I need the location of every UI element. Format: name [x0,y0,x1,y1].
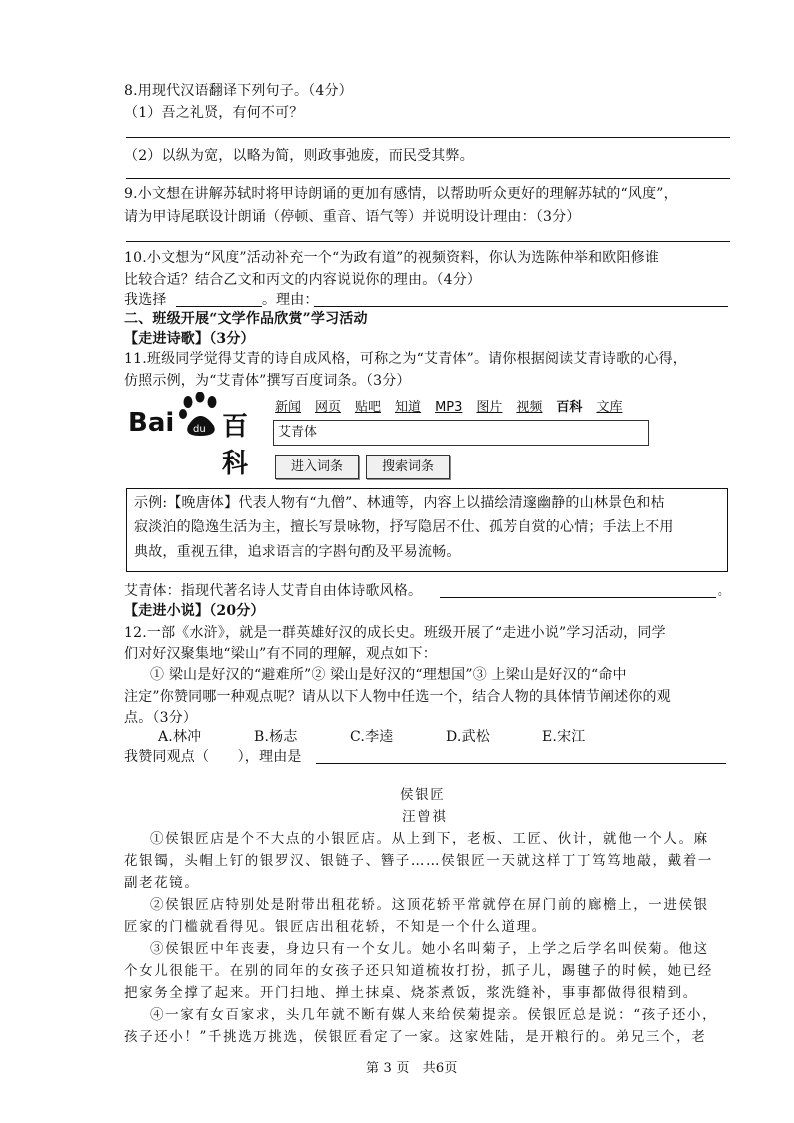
nav-wenku[interactable]: 文库 [596,400,623,415]
q12-agree-label: 我赞同观点（ ），理由是 [124,749,302,765]
nav-web[interactable]: 网页 [315,400,342,415]
essay-p1-line-2: 花银镯，头帽上钉的银罗汉、银链子、簪子……侯银匠一天就这样丁丁笃笃地敲，戴着一 [124,853,713,869]
example-line-2: 寂淡泊的隐逸生活为主，擅长写景咏物，抒写隐居不仕、孤芳自赏的心情；手法上不用 [134,519,674,535]
option-d: D.武松 [446,729,490,745]
nav-images[interactable]: 图片 [476,400,503,415]
nav-baike[interactable]: 百科 [556,400,583,415]
blank-line [314,306,728,307]
logo-text-bai: Bai [128,408,175,438]
essay-p2-line-2: 匠家的门槛就看得见。银匠店出租花轿，不知是一个什么道理。 [124,919,547,935]
q9-line-2: 请为甲诗尾联设计朗诵（停顿、重音、语气等）并说明设计理由：（3分） [124,209,581,225]
option-a: A.林冲 [158,729,202,745]
option-c: C.李逵 [350,729,394,745]
logo-text-baike: 百科 [222,412,249,479]
section-heading: 二、班级开展“文学作品欣赏”学习活动 [124,311,368,327]
essay-p4-line-1: ④一家有女百家求，头几年就不断有媒人来给侯菊提亲。侯银匠总是说：“孩子还小， [150,1007,718,1023]
q10-choose-label: 我选择 [124,292,167,308]
page-footer: 第 3 页 共6页 [366,1061,458,1076]
nav-video[interactable]: 视频 [516,400,543,415]
q12-line-3: ① 梁山是好汉的“避难所”② 梁山是好汉的“理想国”③ 上梁山是好汉的“命中 [150,667,627,683]
example-line-1: 示例:【晚唐体】代表人物有“九僧”、林逋等，内容上以描绘清邃幽静的山林景色和枯 [134,495,665,511]
essay-p1-line-1: ①侯银匠店是个不大点的小银匠店。从上到下，老板、工匠、伙计，就他一个人。麻 [150,831,709,847]
aiqing-period: 。 [718,583,729,599]
option-b: B.杨志 [254,729,298,745]
essay-p2-line-1: ②侯银匠店特别处是附带出租花轿。这顶花轿平常就停在屏门前的廊檐上，一进侯银 [150,897,709,913]
q10-line-2: 比较合适？结合乙文和丙文的内容说说你的理由。（4分） [124,272,482,288]
q8-sentence-1: （1）吾之礼贤，有何不可？ [124,105,304,121]
baidu-nav [275,396,636,415]
blank-line [440,597,716,598]
q10-line-1: 10.小文想为“风度”活动补充一个“为政有道”的视频资料，你认为选陈仲举和欧阳修谁 [124,250,660,266]
q12-line-5: 点。（3分） [124,710,198,726]
q8-sentence-2: （2）以纵为宽，以略为简，则政事弛废，而民受其弊。 [124,148,474,164]
nav-news[interactable]: 新闻 [275,400,302,415]
answer-line [126,178,730,179]
poetry-tag: 【走进诗歌】（3分） [124,331,255,347]
search-entry-button[interactable]: 搜索词条 [366,455,450,479]
blank-line [176,306,262,307]
essay-p3-line-1: ③侯银匠中年丧妻，身边只有一个女儿。她小名叫菊子，上学之后学名叫侯菊。他这 [150,941,709,957]
nav-tieba[interactable]: 贴吧 [355,400,382,415]
essay-p3-line-2: 个女儿很能干。在别的同年的女孩子还只知道梳妆打扮，抓子儿，踢毽子的时候，她已经 [124,963,713,979]
paw-icon [178,392,222,440]
essay-p1-line-3: 副老花镜。 [124,875,200,891]
search-input[interactable]: 艾青体 [273,420,649,446]
nav-mp3[interactable]: MP3 [435,400,463,415]
blank-line [316,763,726,764]
q11-line-2: 仿照示例，为“艾青体”撰写百度词条。（3分） [124,373,411,389]
essay-title: 侯银匠 [400,787,446,803]
answer-line [126,137,730,138]
q8-stem: 8.用现代汉语翻译下列句子。（4分） [124,83,353,99]
q12-line-1: 12.一部《水浒》，就是一群英雄好汉的成长史。班级开展了“走进小说”学习活动，同学 [124,625,666,641]
option-e: E.宋江 [542,729,586,745]
q11-line-1: 11.班级同学觉得艾青的诗自成风格，可称之为“艾青体”。请你根据阅读艾青诗歌的心得， [124,351,687,367]
q12-line-2: 们对好汉聚集地“梁山”有不同的理解，观点如下： [124,646,437,662]
essay-p3-line-3: 把家务全撑了起来。开门扫地、掸土抹桌、烧茶煮饭，浆洗缝补，事事都做得很精到。 [124,985,698,1001]
baidu-baike-logo [128,392,270,479]
q12-line-4: 注定”你赞同哪一种观点呢？请从以下人物中任选一个，结合人物的具体情节阐述你的观 [124,689,671,705]
q9-line-1: 9.小文想在讲解苏轼时将甲诗朗诵的更加有感情，以帮助听众更好的理解苏轼的“风度”， [124,186,678,202]
essay-p4-line-2: 孩子还小！”千挑选万挑选，侯银匠看定了一家。这家姓陆，是开粮行的。弟兄三个，老 [124,1029,707,1045]
aiqing-definition: 艾青体：指现代著名诗人艾青自由体诗歌风格。 [124,583,423,599]
essay-author: 汪曾祺 [402,809,448,825]
q10-reason-label: 理由： [276,292,319,308]
logo-paw-text: du [193,424,206,435]
nav-zhidao[interactable]: 知道 [395,400,422,415]
enter-entry-button[interactable]: 进入词条 [275,455,359,479]
q10-period: 。 [262,292,277,308]
novel-tag: 【走进小说】（20分） [124,603,265,619]
example-line-3: 典故，重视五律，追求语言的字斟句酌及平易流畅。 [134,544,461,560]
answer-line [126,241,730,242]
